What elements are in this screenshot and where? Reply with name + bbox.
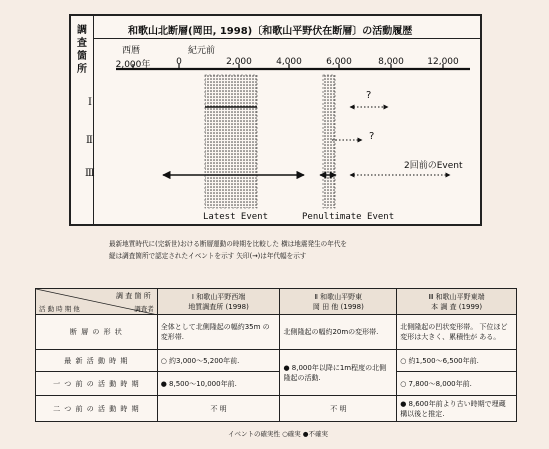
header-investigator: 調査者 (134, 305, 154, 313)
col3-header (397, 289, 517, 315)
header-period: 活 動 時 期 他 (39, 305, 80, 313)
tick-6000: 6,000 (326, 57, 352, 67)
col1-header (157, 289, 280, 315)
side-label-4: 所 (77, 64, 87, 75)
caption-line-2: 縦は調査箇所で認定されたイベントを示す 矢印(→)は年代幅を示す (109, 252, 307, 260)
row-fault-shape-c3: 北側隆起の凹状変形帯。 下位ほど変形は大きく、累積性が ある。 (397, 315, 517, 350)
row-two-before-c2: 不 明 (280, 396, 397, 422)
tick-8000: 8,000 (378, 57, 404, 67)
row-latest-c1: ○ 約3,000～5,200年前. (157, 350, 280, 372)
row-two-before-c1: 不 明 (157, 396, 280, 422)
axis-ad-label: 西暦 (122, 46, 141, 56)
row-previous-c3: ○ 7,800～8,000年前. (397, 372, 517, 396)
row-label-1: Ⅰ (88, 97, 92, 108)
col2-header (280, 289, 397, 315)
activity-table (35, 288, 517, 422)
tick-12000: 12,000 (427, 57, 459, 67)
col3-subtitle: 本 調 査 (1999) (431, 302, 483, 311)
row-label-2: Ⅱ (86, 135, 93, 146)
unknown-mark-row2: ? (369, 131, 375, 142)
row-latest-penult-c2: ● 8,000年以降に1m程度の北側 隆起の活動. (280, 350, 397, 396)
row-two-before-label: 二 つ 前 の 活 動 時 期 (36, 396, 158, 422)
side-label-3: 箇 (77, 51, 87, 62)
row-fault-shape-c1: 全体として北側隆起の幅約35m の変形帯. (157, 315, 280, 350)
header-site: 調 査 箇 所 (116, 292, 151, 300)
col3-title: Ⅲ 和歌山平野東端 (428, 292, 485, 301)
tick-0: 0 (176, 57, 182, 67)
caption-line-1: 最新地質時代に(完新世)おける断層運動の時期を比較した 横は地震発生の年代を (109, 240, 348, 248)
row-previous-c1: ● 8,500～10,000年前. (157, 372, 280, 396)
unknown-mark-row1: ? (366, 90, 372, 101)
side-label-1: 調 (77, 25, 87, 36)
tick-2000ad: 2,000年 (115, 60, 151, 70)
side-label-2: 査 (77, 38, 87, 49)
row-fault-shape-label: 断 層 の 形 状 (36, 315, 158, 350)
event2-label: 2回前のEvent (404, 161, 463, 171)
header-corner-cell (36, 289, 158, 315)
row-previous-label: 一 つ 前 の 活 動 時 期 (36, 372, 158, 396)
col1-title: Ⅰ 和歌山平野西端 (191, 292, 246, 301)
penultimate-event-label: Penultimate Event (302, 212, 395, 222)
row-latest-label: 最 新 活 動 時 期 (36, 350, 158, 372)
latest-event-label: Latest Event (203, 212, 269, 222)
certainty-legend: イベントの確実性 ○確実 ●不確実 (228, 430, 328, 438)
col2-subtitle: 岡 田 他 (1998) (312, 302, 364, 311)
col2-title: Ⅱ 和歌山平野東 (314, 292, 363, 301)
row-two-before-c3: ● 8,600年前より古い時期で埋蔵 構以後と推定. (397, 396, 517, 422)
tick-4000: 4,000 (276, 57, 302, 67)
row-latest-c3: ○ 約1,500～6,500年前. (397, 350, 517, 372)
axis-bc-label: 紀元前 (188, 46, 216, 56)
col1-subtitle: 地質調査所 (1998) (188, 302, 249, 311)
tick-2000: 2,000 (226, 57, 252, 67)
diagram-title: 和歌山北断層(岡田, 1998)〔和歌山平野伏在断層〕の活動履歴 (128, 26, 413, 37)
row-fault-shape-c2: 北側隆起の幅約20mの変形帯. (280, 315, 397, 350)
row-label-3: Ⅲ (85, 168, 95, 179)
